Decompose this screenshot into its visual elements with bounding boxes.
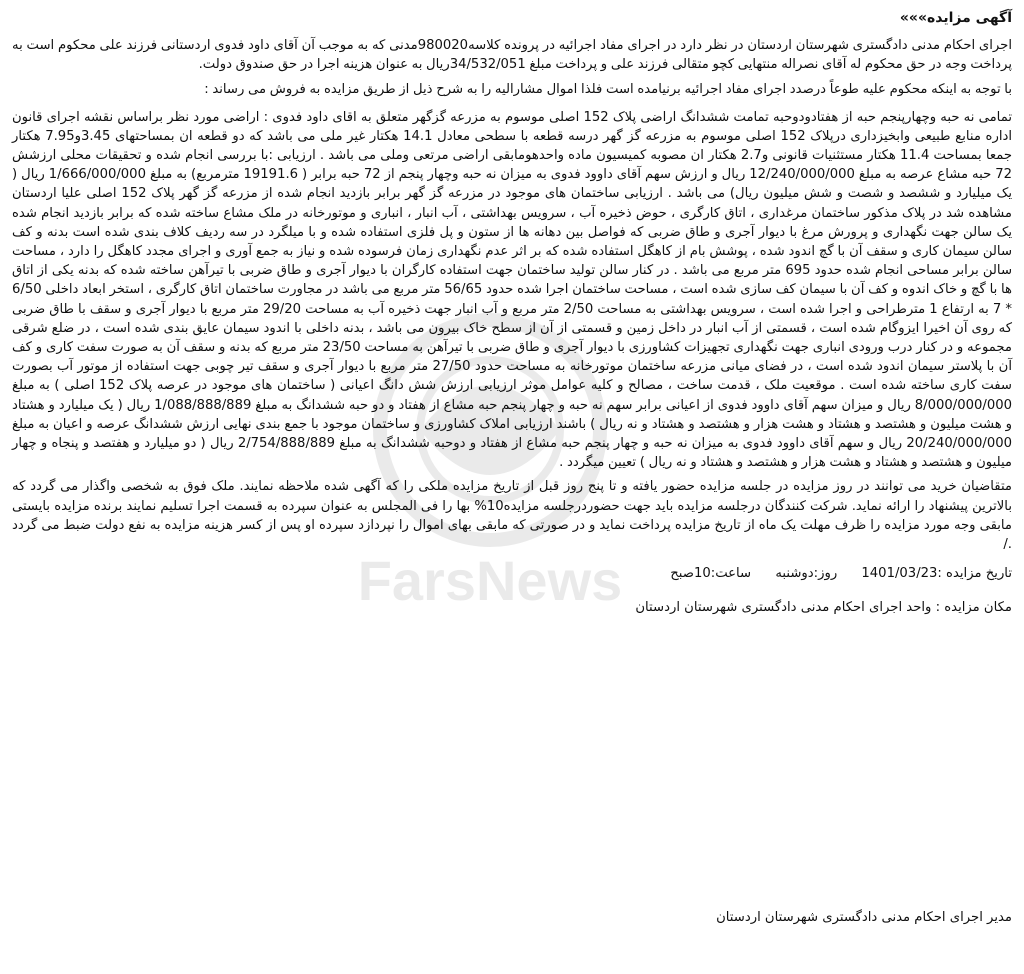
auction-date-line [12, 564, 1012, 584]
auction-date-label: تاریخ مزایده : [937, 566, 1012, 582]
auction-time-value: 10صبح [670, 566, 711, 582]
auction-location-line: مکان مزایده : واحد اجرای احکام مدنی دادگستری شهرستان اردستان [635, 600, 1012, 616]
notice-title: آگهی مزایده»»» [899, 10, 1012, 26]
auction-day-value: دوشنبه [775, 566, 814, 582]
property-description-paragraph: تمامی نه حبه وچهارپنجم حبه از هفتادودوحبه تمامت ششدانگ اراضی پلاک 152 اصلی موسوم به مزرعه گزگهر متعلق به اقای داود فدوی : اراضی مورد نظر براساس نقشه اجرای قانون اداره منابع طبیعی وابخیزداری درپلاک 152 اصلی موسوم به مزرعه گز گهر درسه قطعه با سطحی معادل 14.1 هکتار غیر ملی می باشد که دو قطعه ان بمساحتهای 3.45و7.95 هکتار جمعا بمساحت 11.4 هکتار مستثنیات قانونی و2.7 هکتار ان مصوبه کمیسیون ماده واحدهومابقی اراضی مرتعی وملی می باشد . ارزیابی :با بررسی انجام شده و تحقیقات محلی ارزشش 72 حبه مشاع عرصه به مبلغ 12/240/000/000 ریال و ارزش سهم آقای داوود فدوی به میزان نه حبه وچهار پنجم از 72 حبه برابر ( 19191.6 مترمربع) به مبلغ 1/666/000/000 ریال ( یک میلیارد و ششصد و شصت و شش میلیون ریال) می باشد . ارزیابی ساختمان های موجود در مزرعه گز گهر برابر بازدید انجام شده از مزرعه گز گهر پلاک 152 اصلی علیا اردستان مشاهده شد در پلاک مذکور ساختمان مرغداری ، اتاق کارگری ، حوض ذخیره آب ، سرویس بهداشتی ، آب انبار ، انباری و موتورخانه در ملک مشاع ساخته شده که برابر بازدید انجام شده یک سالن جهت نگهداری و پرورش مرغ با دیوار آجری و طاق ضربی که فواصل بین دهانه ها از ستون و پل فلزی استفاده شده و با میلگرد در سه ردیف کلاف بندی شده است بدنه و کف سالن سیمان کاری و سقف آن با گچ اندود شده ، پوشش بام از کاهگل استفاده شده که بر اثر عدم نگهداری زمان فرسوده شده و نیاز به جمع آوری و اجرای مجدد کاهگل را دارد ، مساحت سالن برابر مساحی انجام شده حدود 695 متر مربع می باشد . در کنار سالن تولید ساختمان جهت استفاده کارگران با دیوار آجری و طاق ضربی با تیرآهن ساخته شده که بدنه یکی از اتاق ها با گچ و خاک اندوه و کف آن با سیمان کف سازی شده است ، مساحت ساختمان اجرا شده حدود 56/65 متر مربع می باشد در مجاورت ساختمان اتاق کارگری ، استخر ابعاد داخلی 6/50 * 7 به ارتفاع 1 مترطراحی و اجرا شده است ، سرویس بهداشتی به مساحت 2/50 متر مربع و آب انبار جهت ذخیره آب به مساحت 29/20 متر مربع با دیوار آجری و سقف با طاق ضربی که روی آن اخیرا ایزوگام شده است ، قسمتی از آب انبار در داخل زمین و قسمتی از آن از سطح خاک بیرون می باشد ، بدنه داخلی با اندود سیمان عایق بندی شده است ، در ضلع شرقی مجموعه و در کنار درب ورودی انباری جهت نگهداری تجهیزات کشاورزی با دیوار آجری و طاق ضربی با تیرآهن به مساحت 23/50 متر مربع که بدنه و سقف آن به صورت سفت کاری و کف آن با پلاستر سیمان اندود شده است ، در فضای میانی مزرعه ساختمان موتورخانه به مساحت حدود 27/50 متر مربع با دیوار آجری و سقف تیر چوبی جهت استفاده از موتور آب بصورت سفت کاری ساخته شده است . موقعیت ملک ، قدمت ساخت ، مصالح و کلیه عوامل موثر ارزیابی ارزش شش دانگ اعیانی ( ساختمان های موجود در عرصه پلاک 152 اصلی ) به مبلغ 8/000/000/000 ریال و میزان سهم آقای داوود فدوی از اعیانی برابر سهم نه حبه و چهار پنجم حبه مشاع از هفتاد و دو حبه ششدانگ به مبلغ 1/088/888/889 ریال ( یک میلیارد و هشتاد و هشت میلیون و هشتصد و هشتاد و هشت هزار و هشتصد و هشتاد و نه ریال ) باشند ارزیابی املاک کشاورزی و ساختمان موجود با جمع بندی نهایی ارزش ششدانگ عرصه و اعیان به مبلغ 20/240/000/000 ریال و سهم آقای داوود فدوی به میزان نه حبه و چهار پنجم حبه مشاع از هفتاد و دوحبه ششدانگ به مبلغ 2/754/888/889 ریال ( دو میلیارد و هفتصد و پنجاه و چهار میلیون و هشتصد و هشتاد و هشت هزار و هشتصد و هشتاد و نه ریال ) تعیین میگردد . [12, 109, 1013, 471]
signature-line: مدیر اجرای احکام مدنی دادگستری شهرستان اردستان [716, 910, 1012, 925]
auction-day-label: روز: [813, 566, 838, 582]
auction-terms-paragraph: متقاضیان خرید می توانند در روز مزایده در جلسه مزایده حضور یافته و تا پنج روز قبل از تاریخ مزایده ملکی را که آگهی شده ملاحظه نمایند. ملک فوق به شخصی واگذار می گردد که بالاترین پیشنهاد را ارائه نماید. شرکت کنندگان درجلسه مزایده باید جهت حضوردرجلسه مزایده10% بها را فی المجلس به عنوان سپرده به قسمت اجرا تسلیم نمایند برنده مزایده بایستی مابقی وجه مورد مزایده را ظرف مهلت یک ماه از تاریخ مزایده پرداخت نماید و در صورتی که مابقی بهای اموال را نپردازد سپرده او پس از کسر هزینه مزایده به نفع دولت ضبط می گردد ./ [12, 479, 1012, 553]
auction-time-label: ساعت: [710, 566, 752, 582]
watermark-text: FarsNews [357, 549, 623, 612]
auction-date-value: 1401/03/23 [861, 566, 938, 582]
notice-intro-paragraph: اجرای احکام مدنی دادگستری شهرستان اردستان در نظر دارد در اجرای مفاد اجرائیه در پرونده کلاسه980020مدنی که به موجب آن آقای داود فدوی اردستانی فرزند علی محکوم است به پرداخت وجه در حق محکوم له آقای نصراله منتهایی کچو متقالی فرزند علی و پرداخت مبلغ 34/532/051ریال به عنوان هزینه اجرا در حق صندوق دولت. [12, 38, 1013, 73]
notice-lead-paragraph: با توجه به اینکه محکوم علیه طوعاً درصدد اجرای مفاد اجرائیه برنیامده است فلذا اموال مشارالیه را به شرح ذیل از طریق مزایده به فروش می رساند : [204, 82, 1012, 98]
